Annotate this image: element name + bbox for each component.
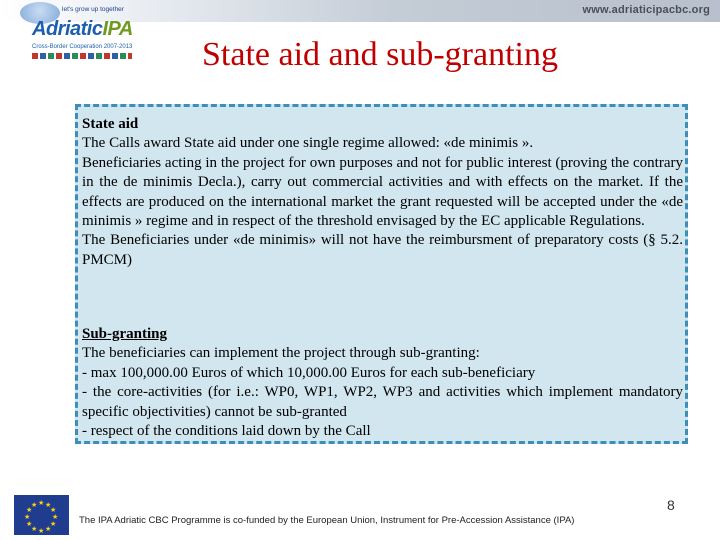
state-aid-line: The Calls award State aid under one single regime allowed: «de minimis ». [82, 135, 534, 152]
website-url: www.adriaticipacbc.org [582, 4, 710, 16]
sub-granting-line: - respect of the conditions laid down by the Call [82, 423, 371, 440]
sub-granting-heading: Sub-granting [82, 326, 168, 342]
eu-flag-icon: ★ ★ ★ ★ ★ ★ ★ ★ ★ ★ ★ ★ [14, 495, 69, 535]
sub-granting-line: The beneficiaries can implement the project through sub-granting: [82, 345, 480, 362]
page-number: 8 [667, 497, 675, 513]
state-aid-line: Beneficiaries acting in the project for own purposes and not for public interest (proving the contrary in the de minimis Decla.), carry out commercial activities and with effects on the market. If the effects are produced on the international market the grant requested will be accepted under the «de minimis » regime and in respect of the threshold envisaged by the EC applicable Regulations. [82, 154, 683, 230]
state-aid-line: The Beneficiaries under «de minimis» will not have the reimbursment of preparatory costs (§ 5.2. PMCM) [82, 232, 683, 268]
logo-name-ipa: IPA [102, 18, 133, 40]
sub-granting-line: - max 100,000.00 Euros of which 10,000.00 Euros for each sub-beneficiary [82, 364, 536, 381]
state-aid-section [82, 115, 683, 270]
footer-text: The IPA Adriatic CBC Programme is co-funded by the European Union, Instrument for Pre-Accession Assistance (IPA) [79, 515, 575, 526]
content-panel [75, 104, 688, 444]
logo-subtitle: Cross-Border Cooperation 2007-2013 [32, 44, 133, 50]
state-aid-heading: State aid [82, 116, 139, 132]
sub-granting-section [82, 325, 683, 441]
logo-tagline: let's grow up together [62, 6, 124, 13]
logo-name-adriatic: Adriatic [32, 18, 103, 40]
slide-title: State aid and sub-granting [202, 36, 558, 73]
sub-granting-line: - the core-activities (for i.e.: WP0, WP1, WP2, WP3 and activities which implement mandatory specific objectivities) cannot be sub-granted [82, 384, 683, 420]
